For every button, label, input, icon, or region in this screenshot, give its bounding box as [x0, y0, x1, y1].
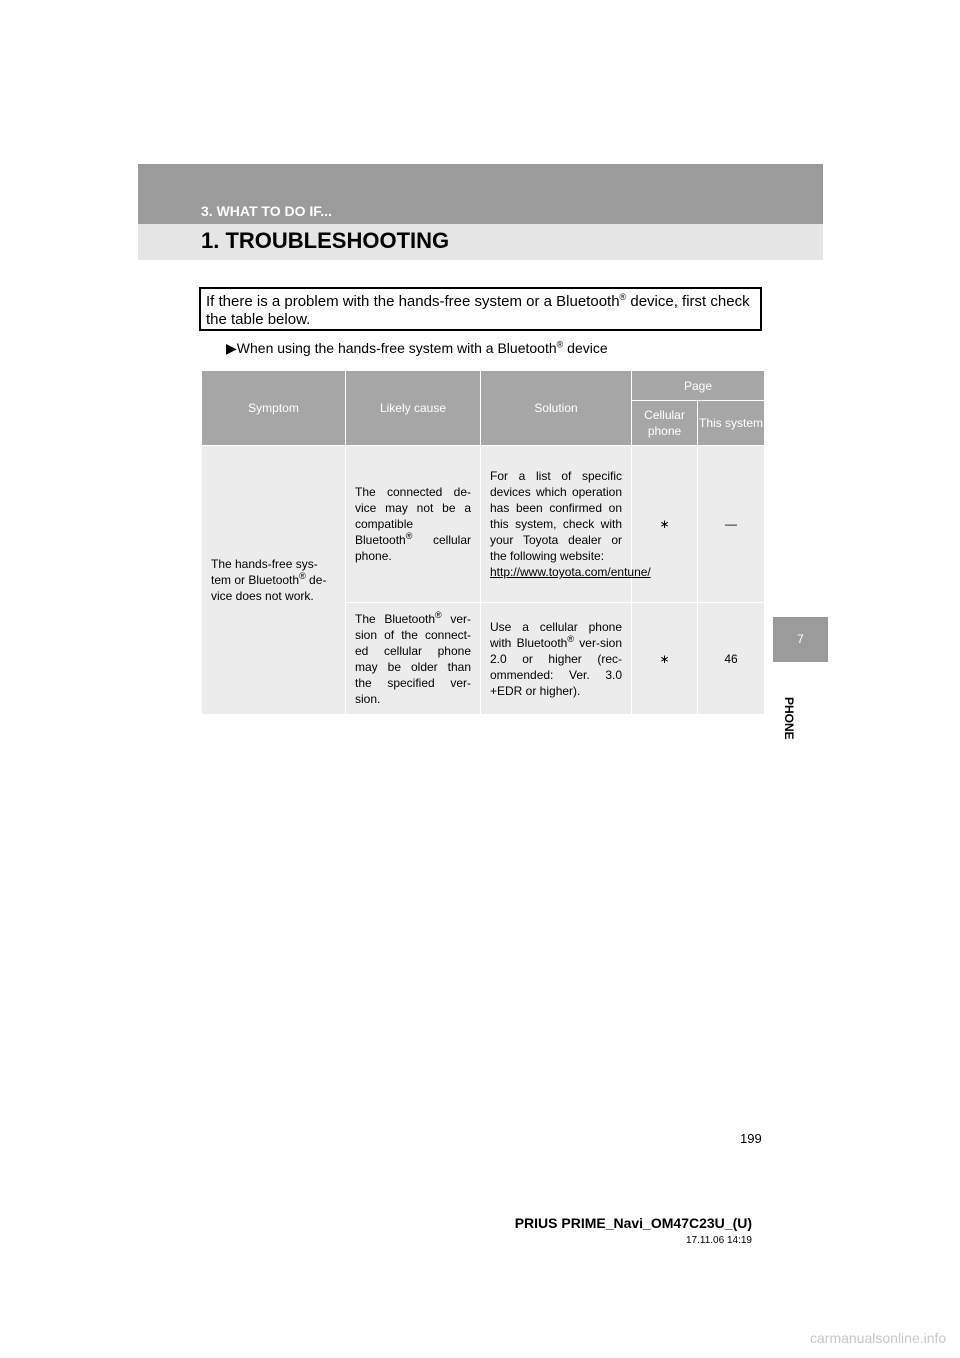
- header-page: Page: [632, 371, 765, 401]
- registered-mark: ®: [619, 292, 627, 302]
- registered-mark: ®: [567, 633, 574, 644]
- website-link[interactable]: http://www.toyota.com/entune/: [490, 565, 651, 579]
- intro-text-end: device, first check the table below.: [206, 293, 750, 328]
- system-page-cell: 46: [698, 603, 765, 715]
- document-id: PRIUS PRIME_Navi_OM47C23U_(U): [514, 1215, 752, 1231]
- watermark: carmanualsonline.info: [810, 1330, 947, 1346]
- header-likely-cause: Likely cause: [346, 371, 481, 446]
- header-solution: Solution: [481, 371, 632, 446]
- header-cellular-phone: Cellular phone: [632, 401, 698, 446]
- subheading: [226, 340, 608, 357]
- troubleshooting-table: [201, 370, 765, 715]
- system-page-cell: —: [698, 446, 765, 603]
- registered-mark: ®: [299, 571, 306, 581]
- cause-cell: The Bluetooth® ver-sion of the connect-ed cellular phone may be older than the specified ver-sion.: [346, 603, 481, 715]
- intro-text: If there is a problem with the hands-free system or a Bluetooth: [206, 293, 620, 310]
- registered-mark: ®: [405, 531, 413, 541]
- cellular-page-cell: ∗: [632, 446, 698, 603]
- header-symptom: Symptom: [202, 371, 346, 446]
- header-this-system: This system: [698, 401, 765, 446]
- registered-mark: ®: [556, 339, 564, 350]
- solution-cell: [481, 446, 651, 603]
- intro-box: [199, 287, 762, 331]
- page-title: 1. TROUBLESHOOTING: [201, 228, 450, 253]
- page-number: 199: [740, 1131, 762, 1146]
- cellular-page-cell: ∗: [632, 603, 698, 715]
- symptom-cell: The hands-free sys-tem or Bluetooth® de-vice does not work.: [202, 446, 346, 715]
- triangle-bullet-icon: ▶: [226, 340, 237, 356]
- solution-text: For a list of specific devices which operation has been confirmed on this system, check with your Toyota dealer or the following website:: [490, 469, 622, 563]
- registered-mark: ®: [435, 609, 442, 620]
- table-row: [202, 446, 765, 603]
- cause-cell: The connected de-vice may not be a compatible Bluetooth® cellular phone.: [346, 446, 481, 603]
- subheading-text: When using the hands-free system with a Bluetooth: [236, 340, 557, 356]
- solution-cell: Use a cellular phone with Bluetooth® ver-sion 2.0 or higher (rec-ommended: Ver. 3.0 +EDR or higher).: [481, 603, 632, 715]
- document-date: 17.11.06 14:19: [686, 1235, 752, 1246]
- chapter-tab-label: PHONE: [782, 697, 796, 740]
- chapter-tab-number: 7: [773, 617, 828, 662]
- section-title: 3. WHAT TO DO IF...: [201, 203, 332, 219]
- subheading-text-end: device: [563, 340, 608, 356]
